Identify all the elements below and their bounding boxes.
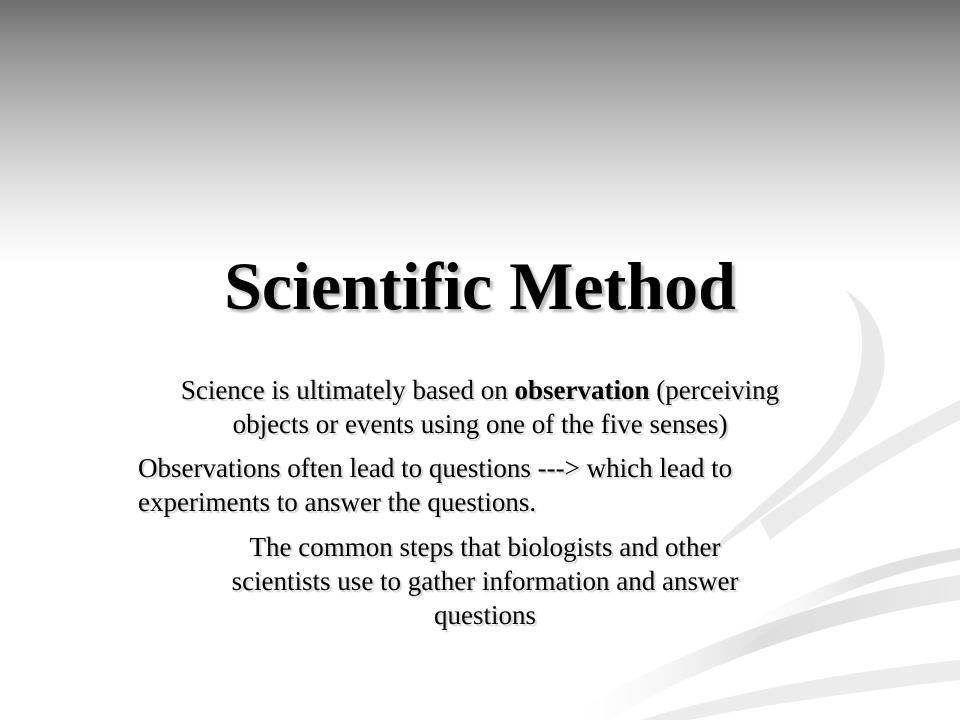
common-steps-paragraph	[150, 530, 820, 632]
observation-keyword: observation	[514, 375, 650, 405]
questions-paragraph: Observations often lead to questions ---> which lead to experiments to answer the questions.	[138, 453, 733, 517]
common-steps-line-1: The common steps that biologists and other	[249, 532, 721, 562]
common-steps-line-3: questions	[433, 600, 536, 630]
slide-title: Scientific Method	[224, 248, 736, 324]
common-steps-line-2: scientists use to gather information and answer	[231, 566, 739, 596]
observation-text-start: Science is ultimately based on	[180, 375, 515, 405]
observation-paragraph	[140, 373, 820, 441]
observation-text-end: (perceiving objects or events using one of the five senses)	[232, 375, 780, 439]
